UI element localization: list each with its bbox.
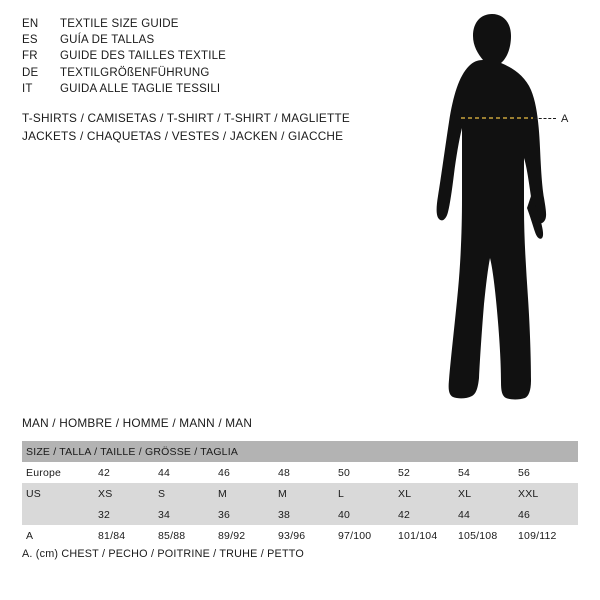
cell-value: 40 xyxy=(338,504,398,525)
cell-value: 44 xyxy=(458,504,518,525)
table-row xyxy=(22,525,578,546)
garment-categories xyxy=(22,110,350,145)
cell-value: 46 xyxy=(218,462,278,483)
language-text: GUIDE DES TAILLES TEXTILE xyxy=(60,50,227,63)
cell-value: M xyxy=(278,483,338,504)
language-text: TEXTILE SIZE GUIDE xyxy=(60,18,179,30)
cell-value: XXL xyxy=(518,483,578,504)
footnote: A. (cm) CHEST / PECHO / POITRINE / TRUHE / PETTO xyxy=(22,548,304,560)
cell-value: L xyxy=(338,483,398,504)
cell-value: 56 xyxy=(518,462,578,483)
language-row xyxy=(22,81,226,97)
cell-value: 38 xyxy=(278,504,338,525)
language-code: FR xyxy=(22,50,38,63)
table-title: MAN / HOMBRE / HOMME / MANN / MAN xyxy=(22,416,253,430)
cell-value: 97/100 xyxy=(338,525,398,546)
language-code: ES xyxy=(22,34,38,47)
cell-value: 42 xyxy=(398,504,458,525)
cell-value: XL xyxy=(458,483,518,504)
cell-value: S xyxy=(158,483,218,504)
male-silhouette-icon xyxy=(395,8,595,408)
cell-value: 48 xyxy=(278,462,338,483)
cell-value: XL xyxy=(398,483,458,504)
language-text: GUIDA ALLE TAGLIE TESSILI xyxy=(60,82,221,95)
cell-value: XS xyxy=(98,483,158,504)
cell-value: 44 xyxy=(158,462,218,483)
row-label: US xyxy=(22,483,98,504)
measure-leader-line xyxy=(534,118,556,120)
table-row xyxy=(22,504,578,525)
table-header-row xyxy=(22,441,578,462)
row-label: A xyxy=(22,525,98,546)
language-code: DE xyxy=(22,66,39,79)
size-table xyxy=(22,441,578,546)
language-row xyxy=(22,48,226,64)
language-row xyxy=(22,65,226,81)
cell-value: 105/108 xyxy=(458,525,518,546)
cell-value: 46 xyxy=(518,504,578,525)
language-code: EN xyxy=(22,18,39,30)
table-row xyxy=(22,483,578,504)
cell-value: 85/88 xyxy=(158,525,218,546)
table-header-label: SIZE / TALLA / TAILLE / GRÖSSE / TAGLIA xyxy=(22,441,578,462)
garment-category-jackets: JACKETS / CHAQUETAS / VESTES / JACKEN / GIACCHE xyxy=(22,128,344,143)
cell-value: 52 xyxy=(398,462,458,483)
cell-value: 50 xyxy=(338,462,398,483)
measure-label-a: A xyxy=(561,113,569,125)
row-label: Europe xyxy=(22,462,98,483)
language-list xyxy=(22,16,226,97)
cell-value: 34 xyxy=(158,504,218,525)
table-row xyxy=(22,462,578,483)
cell-value: 109/112 xyxy=(518,525,578,546)
cell-value: 42 xyxy=(98,462,158,483)
language-text: GUÍA DE TALLAS xyxy=(60,34,155,47)
language-row xyxy=(22,32,226,48)
language-text: TEXTILGRÖßENFÜHRUNG xyxy=(60,66,210,79)
cell-value: 101/104 xyxy=(398,525,458,546)
cell-value: M xyxy=(218,483,278,504)
cell-value: 36 xyxy=(218,504,278,525)
cell-value: 93/96 xyxy=(278,525,338,546)
garment-category-tshirts: T-SHIRTS / CAMISETAS / T-SHIRT / T-SHIRT / MAGLIETTE xyxy=(22,111,350,125)
cell-value: 89/92 xyxy=(218,525,278,546)
cell-value: 81/84 xyxy=(98,525,158,546)
language-code: IT xyxy=(22,82,33,95)
row-label xyxy=(22,504,98,525)
cell-value: 32 xyxy=(98,504,158,525)
language-row xyxy=(22,16,226,32)
cell-value: 54 xyxy=(458,462,518,483)
figure-illustration xyxy=(395,8,595,408)
